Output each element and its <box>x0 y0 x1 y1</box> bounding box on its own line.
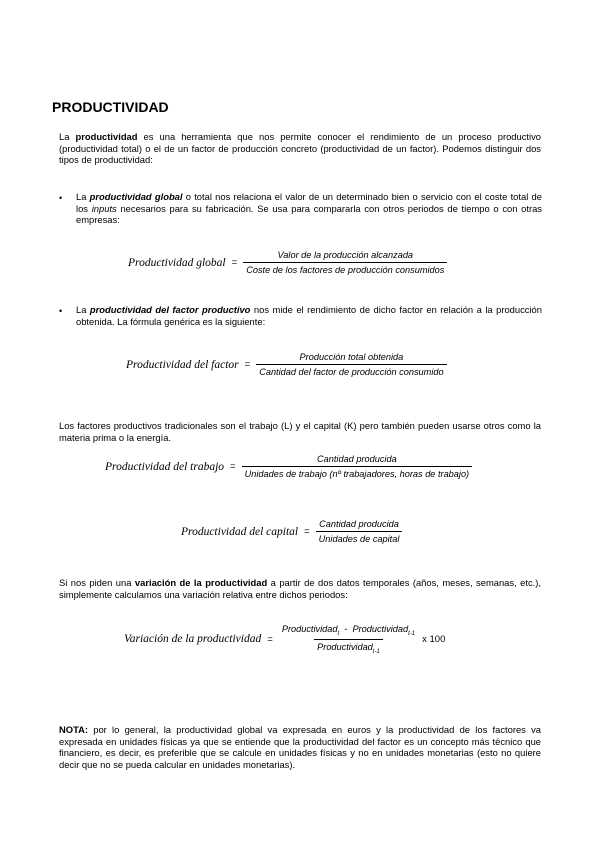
fraction <box>256 352 446 377</box>
fraction-numerator: Productividad$_t$ - Productividad$_{t-1}$ <box>281 624 416 637</box>
fraction <box>316 519 403 544</box>
formula-capital <box>181 519 402 544</box>
variacion-paragraph: Si nos piden una variación de la productividad a partir de dos datos temporales (años, meses, semanas, etc.), simplemente calculamos una variación relativa entre dichos periodos: <box>59 577 541 600</box>
term-variacion: variación de la productividad <box>134 577 268 588</box>
formula-global <box>128 250 447 275</box>
fraction <box>242 454 473 479</box>
fraction-denominator: Productividad$_{t-1}$ <box>314 639 383 655</box>
formula-trabajo <box>105 454 472 479</box>
fraction-numerator: Valor de la producción alcanzada <box>277 250 414 260</box>
formula-factor <box>126 352 447 377</box>
page-title: PRODUCTIVIDAD <box>52 99 169 115</box>
fraction-denominator: Unidades de trabajo (nº trabajadores, horas de trabajo) <box>242 466 473 479</box>
formula-capital-lhs: Productividad del capital <box>181 525 299 538</box>
fraction-numerator: Cantidad producida <box>319 519 399 529</box>
fraction <box>279 624 418 655</box>
formula-factor-lhs: Productividad del factor <box>126 358 239 371</box>
equals-sign: = <box>304 526 310 537</box>
equals-sign: = <box>267 633 273 645</box>
bullet-marker: • <box>59 306 63 316</box>
term-productividad: productividad <box>75 131 138 142</box>
nota-paragraph: NOTA: por lo general, la productividad global va expresada en euros y la productividad de los factores va expresada en unidades físicas ya que se entiende que la productividad del factor es un concepto más técnico que financiero, es decir, es preferible que se calcule en unidades físicas y no en unidades monetarias (esto no quiere decir que no se pueda calcular en unidades monetarias). <box>59 724 541 770</box>
term-productividad-global: productividad global <box>89 191 183 202</box>
global-paragraph: La productividad global o total nos relaciona el valor de un determinado bien o servicio con el coste total de los inputs necesarios para su fabricación. Se usa para compararla con otros periodos de tiempo o con otras empresas: <box>76 191 542 226</box>
nota-label: NOTA: <box>59 724 88 735</box>
times-hundred: x 100 <box>422 633 446 645</box>
intro-paragraph: La productividad es una herramienta que nos permite conocer el rendimiento de un proceso productivo (productividad total) o el de un factor de producción concreto (productividad de un factor). Podemos distinguir dos tipos de productividad: <box>59 131 541 166</box>
formula-variacion-lhs: Variación de la productividad <box>124 633 262 646</box>
fraction-numerator: Cantidad producida <box>317 454 397 464</box>
equals-sign: = <box>230 461 236 472</box>
equals-sign: = <box>244 359 251 370</box>
term-productividad-factor: productividad del factor productivo <box>89 304 251 315</box>
fraction <box>243 250 447 275</box>
formula-global-lhs: Productividad global <box>128 256 226 269</box>
factores-paragraph: Los factores productivos tradicionales son el trabajo (L) y el capital (K) pero también pueden usarse otros como la materia prima o la energía. <box>59 420 541 443</box>
fraction-denominator: Coste de los factores de producción consumidos <box>243 262 447 275</box>
fraction-denominator: Unidades de capital <box>316 531 403 544</box>
fraction-denominator: Cantidad del factor de producción consumido <box>256 364 446 377</box>
formula-variacion <box>124 624 445 655</box>
formula-trabajo-lhs: Productividad del trabajo <box>105 460 225 473</box>
factor-paragraph: La productividad del factor productivo nos mide el rendimiento de dicho factor en relación a la producción obtenida. La fórmula genérica es la siguiente: <box>76 304 542 327</box>
term-inputs: inputs <box>91 202 117 214</box>
equals-sign: = <box>231 257 238 268</box>
bullet-marker: • <box>59 193 63 203</box>
fraction-numerator: Producción total obtenida <box>299 352 404 362</box>
